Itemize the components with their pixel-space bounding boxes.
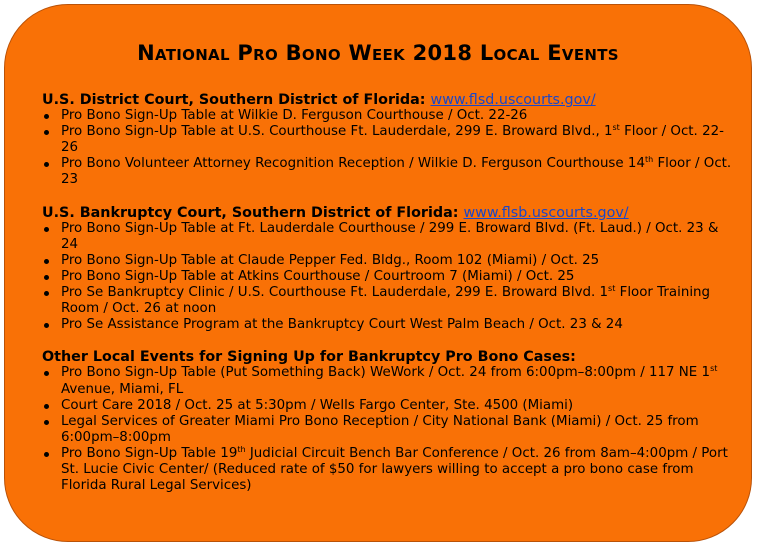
- section-heading-text: U.S. District Court, Southern District of Florida: [42, 92, 420, 108]
- list-item: [42, 221, 734, 253]
- ordinal-suffix: th: [644, 155, 654, 165]
- section-heading-text: U.S. Bankruptcy Court, Southern District of Florida: [42, 204, 453, 221]
- list-item: [42, 124, 734, 156]
- section-heading: U.S. District Court, Southern District of Florida: www.flsd.uscourts.gov/: [42, 92, 596, 108]
- ordinal-suffix: th: [237, 444, 246, 454]
- list-item: [42, 269, 734, 285]
- section-heading-text: Other Local Events for Signing Up for Bankruptcy Pro Bono Cases:: [42, 349, 576, 366]
- bankruptcy-court-section: [42, 205, 734, 334]
- list-item: [42, 285, 734, 317]
- list-item-text: Pro Bono Sign-Up Table at Atkins Courthouse / Courtroom 7 (Miami) / Oct. 25: [61, 268, 575, 284]
- bankruptcy-court-link[interactable]: www.flsb.uscourts.gov/: [463, 204, 629, 221]
- list-item: [42, 414, 734, 446]
- list-item-text: Legal Services of Greater Miami Pro Bono Reception / City National Bank (Miami) / Oct. 25 from 6:00pm–8:00pm: [61, 413, 699, 445]
- list-item: [42, 108, 734, 124]
- list-item: [42, 156, 734, 188]
- section-heading: [42, 349, 734, 365]
- list-item-text: Pro Bono Volunteer Attorney Recognition Reception / Wilkie D. Ferguson Courthouse 14th Floor / Oct. 23: [61, 155, 732, 188]
- section-heading: U.S. Bankruptcy Court, Southern District of Florida: www.flsb.uscourts.gov/: [42, 204, 629, 221]
- list-item-text: Pro Bono Sign-Up Table 19th Judicial Circuit Bench Bar Conference / Oct. 26 from 8am–4:00pm / Port St. Lucie Civic Center/ (Reduced rate of $50 for lawyers willing to accept a pro bono case from Florida Rural Legal Services): [61, 444, 728, 494]
- list-item-text: Pro Se Assistance Program at the Bankruptcy Court West Palm Beach / Oct. 23 & 24: [61, 317, 623, 333]
- district-court-section: [42, 92, 734, 189]
- list-item-text: Pro Bono Sign-Up Table at Ft. Lauderdale Courthouse / 299 E. Broward Blvd. (Ft. Laud.) / Oct. 23 & 24: [61, 220, 719, 252]
- list-item: [42, 365, 734, 397]
- ordinal-suffix: st: [710, 364, 718, 374]
- list-item: [42, 253, 734, 269]
- list-item-text: Court Care 2018 / Oct. 25 at 5:30pm / Wells Fargo Center, Ste. 4500 (Miami): [61, 397, 574, 413]
- district-court-link[interactable]: www.flsd.uscourts.gov/: [430, 92, 596, 108]
- event-list: [42, 365, 734, 494]
- list-item-text: Pro Bono Sign-Up Table (Put Something Back) WeWork / Oct. 24 from 6:00pm–8:00pm / 117 NE 1st Avenue, Miami, FL: [61, 364, 718, 397]
- events-content: [42, 92, 734, 510]
- list-item-text: Pro Bono Sign-Up Table at U.S. Courthouse Ft. Lauderdale, 299 E. Broward Blvd., 1st Floor / Oct. 22-26: [61, 123, 724, 156]
- list-item-text: Pro Bono Sign-Up Table at Wilkie D. Ferguson Courthouse / Oct. 22-26: [61, 108, 528, 124]
- ordinal-suffix: st: [612, 123, 620, 133]
- other-events-section: [42, 349, 734, 494]
- list-item: [42, 446, 734, 494]
- ordinal-suffix: st: [608, 284, 616, 294]
- list-item: [42, 317, 734, 333]
- list-item-text: Pro Se Bankruptcy Clinic / U.S. Courthouse Ft. Lauderdale, 299 E. Broward Blvd. 1st Floor Training Room / Oct. 26 at noon: [61, 284, 711, 317]
- list-item: [42, 398, 734, 414]
- events-card: [4, 4, 752, 542]
- list-item-text: Pro Bono Sign-Up Table at Claude Pepper Fed. Bldg., Room 102 (Miami) / Oct. 25: [61, 252, 600, 268]
- page-title: National Pro Bono Week 2018 Local Events: [137, 41, 619, 65]
- event-list: [42, 108, 734, 188]
- event-list: [42, 221, 734, 334]
